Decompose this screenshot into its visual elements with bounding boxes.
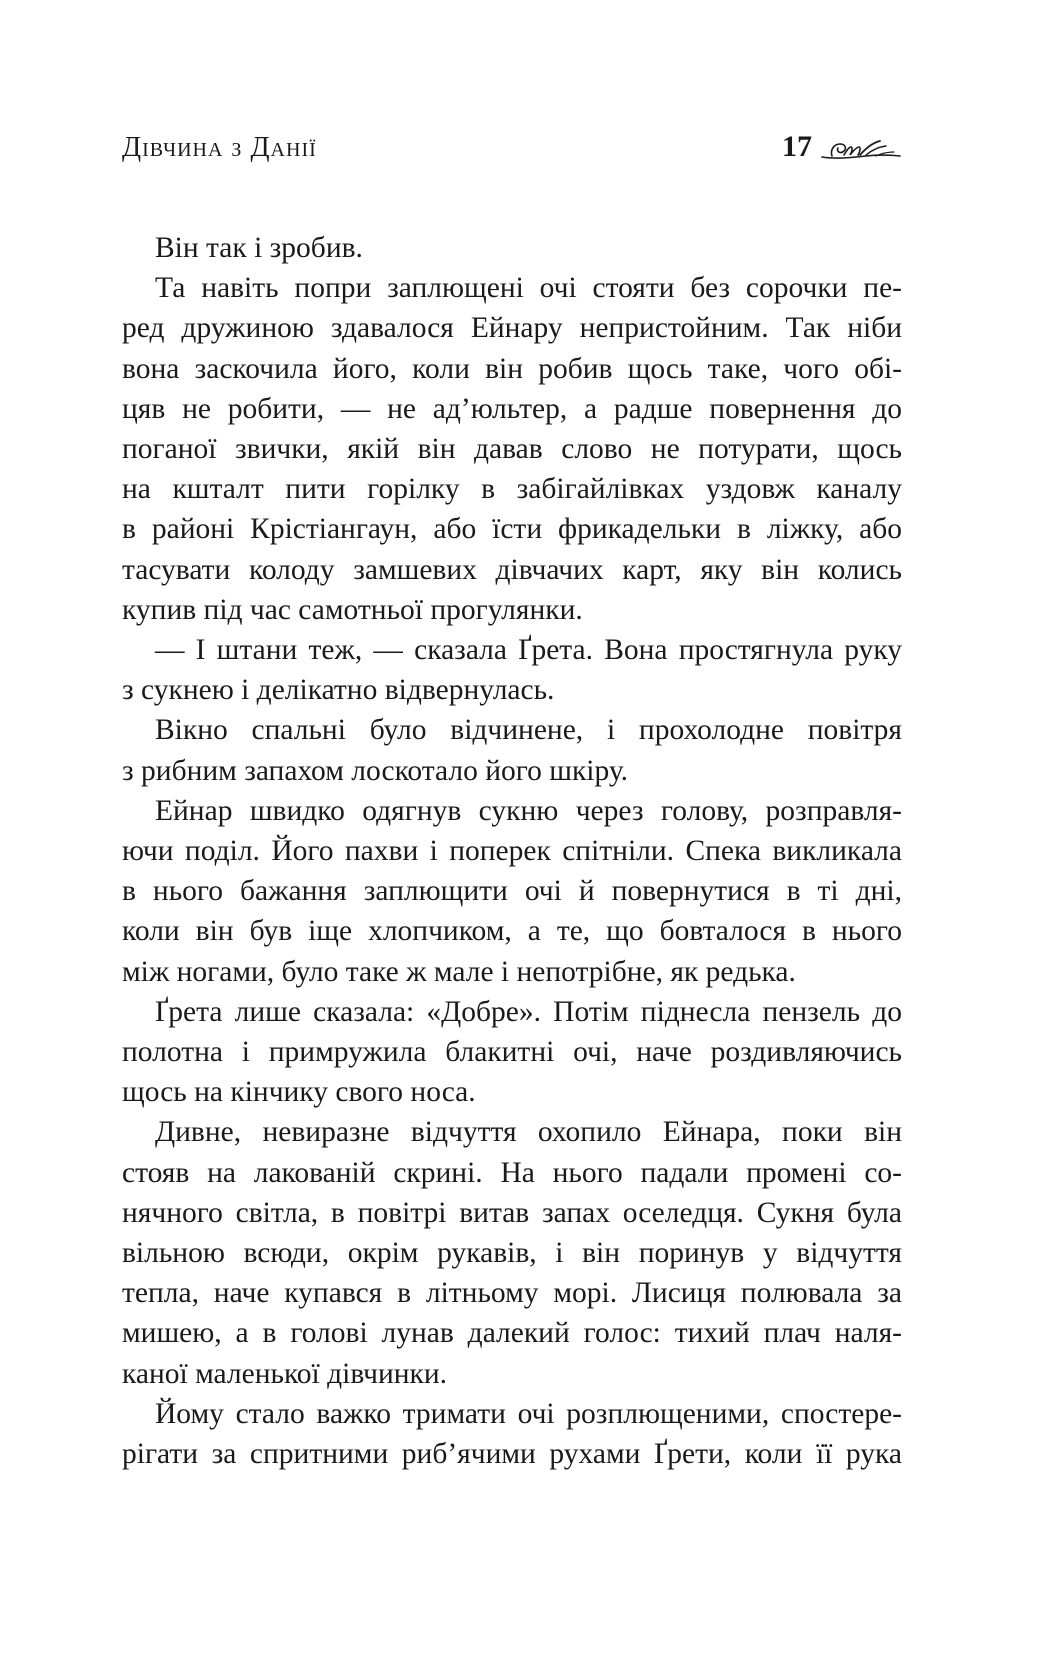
book-title: Дівчина з Данії <box>122 132 317 163</box>
page-number: 17 <box>782 130 812 163</box>
text-line: тепла, наче купався в літньому морі. Лисиця полювала за <box>122 1277 902 1310</box>
text-line: Дивне, невиразне відчуття охопило Ейнара, поки він <box>155 1116 902 1149</box>
text-line: купив під час самотньої прогулянки. <box>122 593 583 626</box>
text-line: вільною всюди, окрім рукавів, і він поринув у відчуття <box>122 1237 902 1270</box>
flourish-ornament-icon <box>820 138 902 164</box>
text-line: Він так і зробив. <box>155 232 363 264</box>
text-line: поганої звички, якій він давав слово не потурати, щось <box>122 433 902 466</box>
text-line: каної маленької дівчинки. <box>122 1357 448 1390</box>
text-line: тасувати колоду замшевих дівчачих карт, яку він колись <box>122 553 902 586</box>
text-line: Вікно спальні було відчинене, і прохолодне повітря <box>155 714 902 747</box>
text-line: з рибним запахом лоскотало його шкіру. <box>122 754 629 787</box>
text-line: в нього бажання заплющити очі й повернутися в ті дні, <box>122 875 902 908</box>
body-text <box>122 228 902 1474</box>
text-line: Йому стало важко тримати очі розплющеними, спостере- <box>155 1397 902 1430</box>
text-line: ред дружиною здавалося Ейнару непристойним. Так ніби <box>122 312 902 345</box>
text-line: ючи поділ. Його пахви і поперек спітніли. Спека викликала <box>122 835 902 868</box>
text-line: щось на кінчику свого носа. <box>122 1076 476 1109</box>
text-line: в районі Крістіангаун, або їсти фрикадельки в ліжку, або <box>122 513 902 546</box>
text-line: коли він був іще хлопчиком, а те, що бовталося в нього <box>122 915 902 948</box>
text-line: цяв не робити, — не ад’юльтер, а радше повернення до <box>122 392 902 425</box>
text-line: Та навіть попри заплющені очі стояти без сорочки пе- <box>155 272 902 305</box>
text-line: стояв на лакованій скрині. На нього падали промені со- <box>122 1156 902 1189</box>
text-line: нячного світла, в повітрі витав запах оселедця. Сукня була <box>122 1196 902 1229</box>
text-line: — І штани теж, — сказала Ґрета. Вона простягнула руку <box>155 634 902 667</box>
text-line: на кшталт пити горілку в забігайлівках уздовж каналу <box>122 473 902 506</box>
text-line: Ґрета лише сказала: «Добре». Потім піднесла пензель до <box>155 995 902 1028</box>
text-line: Ейнар швидко одягнув сукню через голову, розправля- <box>155 794 902 827</box>
running-header <box>122 132 902 172</box>
text-line: полотна і примружила блакитні очі, наче роздивляючись <box>122 1036 902 1069</box>
text-line: рігати за спритними риб’ячими рухами Ґрети, коли її рука <box>122 1438 902 1471</box>
text-line: вона заскочила його, коли він робив щось таке, чого обі- <box>122 352 902 385</box>
text-line: мишею, а в голові лунав далекий голос: тихий плач наля- <box>122 1317 902 1350</box>
text-line: між ногами, було таке ж мале і непотрібне, як редька. <box>122 955 796 988</box>
text-line: з сукнею і делікатно відвернулась. <box>122 674 555 707</box>
